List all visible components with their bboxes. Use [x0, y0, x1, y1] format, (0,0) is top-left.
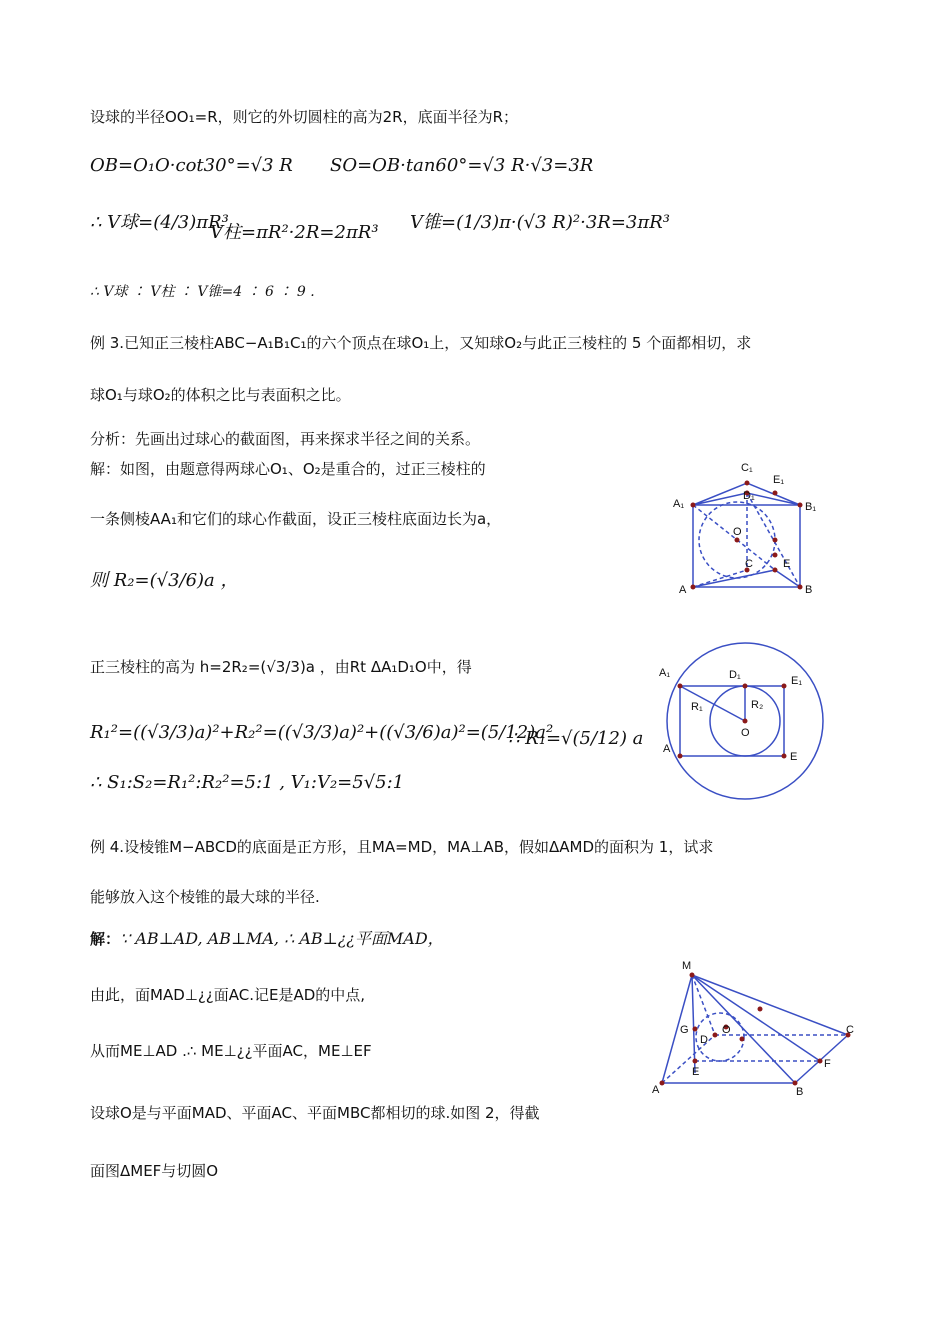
solution-line3: 则 R₂=(√3/6)a ， [90, 570, 239, 591]
text-line-v-cyl: V柱=πR²·2R=2πR³ [210, 222, 379, 243]
svg-text:F: F [824, 1058, 831, 1070]
proof-line4: 设球O是与平面MAD、平面AC、平面MBC都相切的球.如图 2，得截 [90, 1104, 540, 1122]
analysis-line: 分析：先画出过球心的截面图，再来探求半径之间的关系。 [90, 430, 481, 448]
text-line-ratio: ∴ V球 ∶ V柱 ∶ V锥=4 ∶ 6 ∶ 9 . [90, 284, 315, 300]
text-line-so: SO=OB·tan60°=√3 R·√3=3R [330, 155, 594, 176]
svg-text:M: M [682, 960, 692, 972]
svg-text:A: A [679, 584, 687, 596]
proof-line2: 由此，面MAD⊥¿¿面AC.记E是AD的中点, [90, 986, 366, 1004]
text-line-v-ball: ∴ V球=(4/3)πR³ [90, 212, 229, 233]
example4-line2: 能够放入这个棱锥的最大球的半径. [90, 888, 320, 906]
text-line-v-cone: V锥=(1/3)π·(√3 R)²·3R=3πR³ [410, 212, 670, 233]
svg-text:A₁: A₁ [673, 498, 685, 510]
svg-text:E: E [783, 558, 791, 570]
svg-text:A: A [652, 1084, 660, 1096]
svg-text:G: G [680, 1024, 689, 1036]
svg-text:D₁: D₁ [743, 490, 755, 502]
solution-line5: R₁²=((√3/3)a)²+R₂²=((√3/3)a)²+((√3/6)a)²=(5/12)a² [90, 722, 554, 743]
prism-figure [665, 455, 825, 605]
proof-line1: 解：∵ AB⊥AD, AB⊥MA, ∴ AB⊥¿¿平面MAD， [90, 929, 444, 948]
svg-text:O: O [741, 727, 750, 739]
svg-text:E₁: E₁ [791, 675, 803, 687]
svg-text:R₁: R₁ [691, 701, 703, 713]
svg-text:C₁: C₁ [741, 462, 753, 474]
svg-text:O: O [733, 526, 742, 538]
svg-text:B: B [796, 1086, 804, 1098]
svg-text:E: E [790, 751, 798, 763]
solution-line6: ∴ S₁:S₂=R₁²:R₂²=5:1 , V₁:V₂=5√5:1 [90, 772, 405, 793]
svg-text:E: E [692, 1066, 700, 1078]
example3-line2: 球O₁与球O₂的体积之比与表面积之比。 [90, 386, 351, 404]
solution-line2: 一条侧棱AA₁和它们的球心作截面，设正三棱柱底面边长为a， [90, 510, 502, 528]
text-line-radius: 设球的半径OO₁=R，则它的外切圆柱的高为2R，底面半径为R； [90, 108, 519, 126]
svg-text:C: C [846, 1024, 854, 1036]
solution-line5b: ∴ R₁=√(5/12) a [508, 728, 644, 749]
proof-line5: 面图ΔMEF与切圆O [90, 1162, 219, 1180]
example4-line1: 例 4.设棱锥M−ABCD的底面是正方形，且MA=MD，MA⊥AB，假如ΔAMD的面积为 1，试求 [90, 838, 714, 856]
svg-text:A: A [663, 743, 671, 755]
proof-line3: 从而ME⊥AD .∴ ME⊥¿¿平面AC，ME⊥EF [90, 1042, 372, 1060]
svg-text:B₁: B₁ [805, 501, 817, 513]
svg-text:R₂: R₂ [751, 699, 764, 711]
svg-text:A₁: A₁ [659, 667, 671, 679]
circle-section-figure [655, 640, 835, 805]
solution-line4: 正三棱柱的高为 h=2R₂=(√3/3)a ，由Rt ΔA₁D₁O中，得 [90, 658, 472, 676]
svg-text:D: D [700, 1034, 708, 1046]
svg-text:D₁: D₁ [729, 669, 741, 681]
pyramid-figure [650, 955, 865, 1100]
svg-text:C: C [745, 558, 753, 570]
example3-line1: 例 3.已知正三棱柱ABC−A₁B₁C₁的六个顶点在球O₁上，又知球O₂与此正三棱柱的 5 个面都相切，求 [90, 334, 752, 352]
text-line-ob: OB=O₁O·cot30°=√3 R [90, 155, 293, 176]
svg-text:O: O [722, 1024, 731, 1036]
solution-line1: 解：如图，由题意得两球心O₁、O₂是重合的，过正三棱柱的 [90, 460, 486, 478]
svg-text:B: B [805, 584, 813, 596]
svg-text:E₁: E₁ [773, 474, 785, 486]
